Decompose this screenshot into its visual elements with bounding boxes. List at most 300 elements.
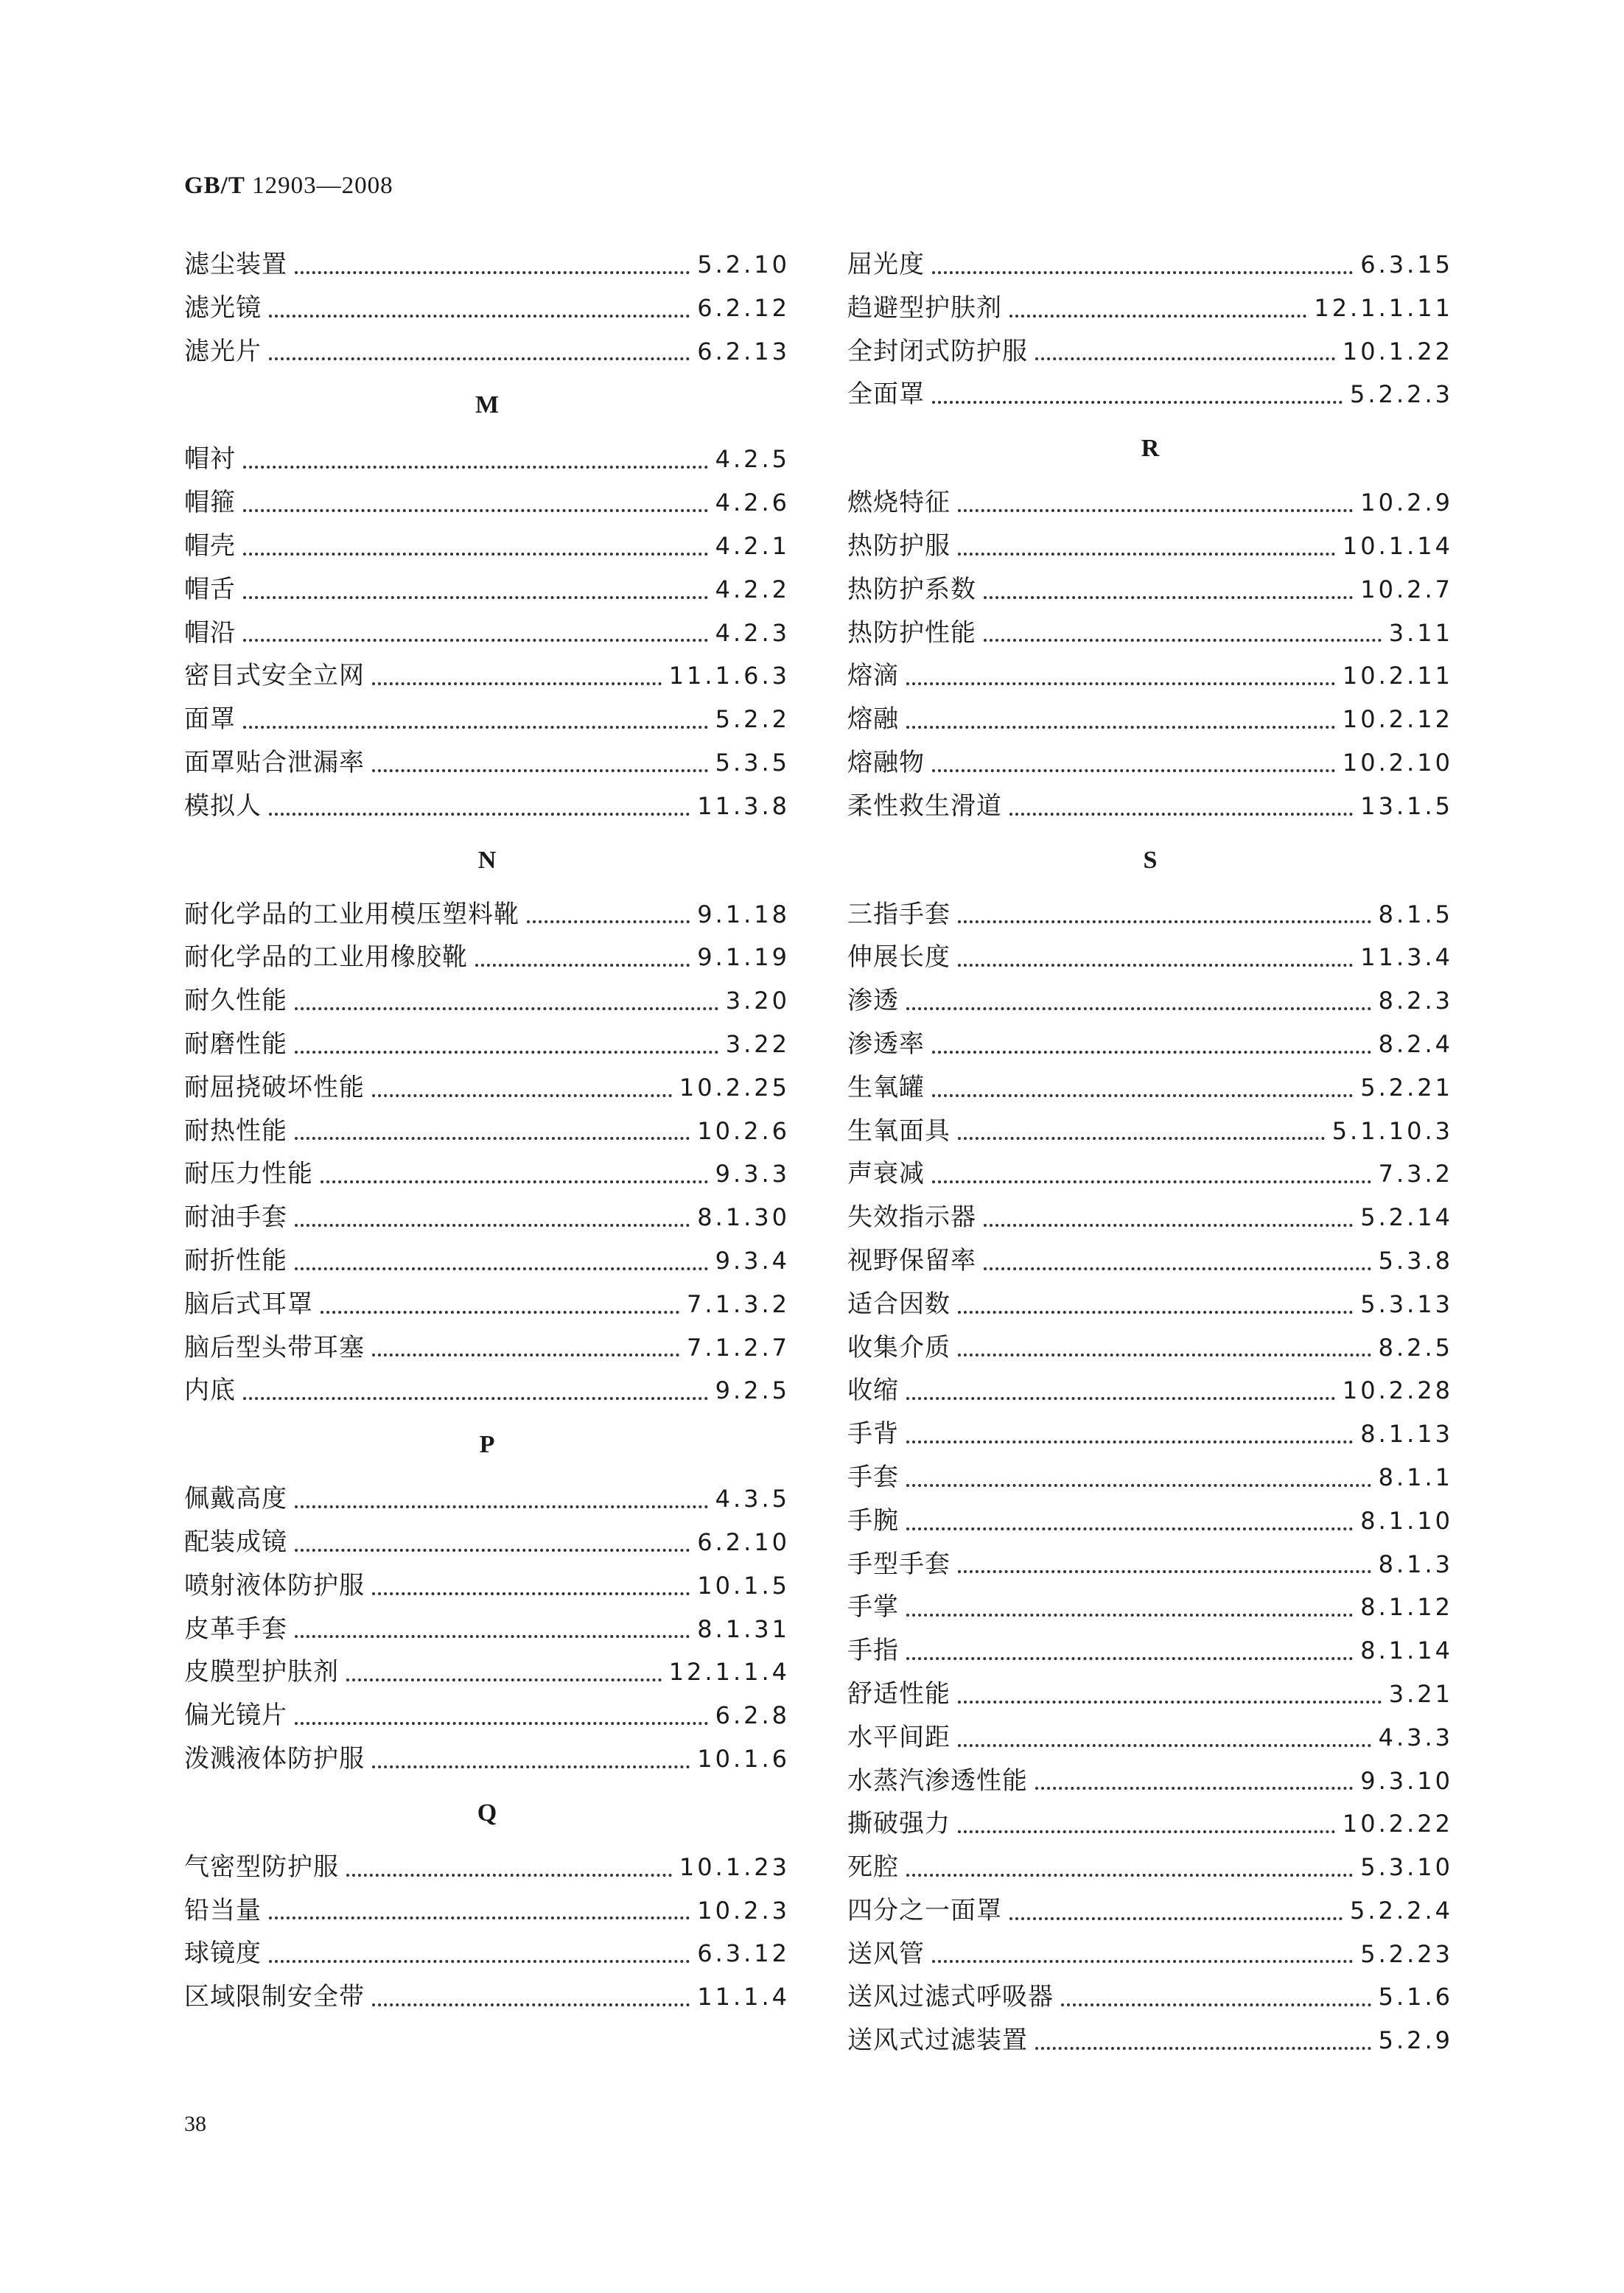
index-entry — [847, 1802, 1453, 1846]
index-term: 生氧面具 — [847, 1116, 951, 1146]
index-entry — [184, 1846, 790, 1889]
dot-leader — [372, 1354, 679, 1356]
index-term: 热防护服 — [847, 531, 951, 561]
index-entry — [847, 1152, 1453, 1196]
dot-leader — [243, 596, 708, 599]
dot-leader — [372, 769, 708, 772]
clause-reference: 5.3.13 — [1360, 1289, 1453, 1318]
clause-reference: 5.2.14 — [1360, 1203, 1453, 1232]
index-entry — [847, 1239, 1453, 1283]
index-entry — [847, 936, 1453, 979]
dot-leader — [906, 1527, 1353, 1530]
index-entry — [184, 1650, 790, 1694]
clause-reference: 5.3.5 — [715, 748, 790, 777]
index-entry — [847, 568, 1453, 612]
clause-reference: 5.1.6 — [1378, 1983, 1453, 2012]
index-entry — [184, 1239, 790, 1283]
clause-reference: 10.2.10 — [1342, 748, 1453, 777]
dot-leader — [321, 1180, 708, 1183]
dot-leader — [269, 357, 690, 360]
index-entry — [847, 2019, 1453, 2062]
index-entry — [847, 654, 1453, 698]
index-term: 渗透 — [847, 986, 899, 1016]
index-entry — [847, 979, 1453, 1023]
index-entry — [184, 1521, 790, 1564]
dot-leader — [958, 1354, 1371, 1356]
index-entry — [184, 698, 790, 741]
dot-leader — [1009, 315, 1306, 318]
index-term: 趋避型护肤剂 — [847, 293, 1002, 323]
index-entry — [184, 243, 790, 287]
index-entry — [847, 243, 1453, 287]
index-entry — [184, 1694, 790, 1737]
dot-leader — [932, 401, 1343, 404]
index-column-right — [847, 243, 1453, 2062]
dot-leader — [295, 1505, 708, 1508]
dot-leader — [984, 1224, 1353, 1227]
index-term: 耐化学品的工业用橡胶靴 — [184, 942, 468, 973]
clause-reference: 12.1.1.11 — [1314, 293, 1453, 322]
clause-reference: 8.1.13 — [1360, 1420, 1453, 1449]
index-term: 热防护系数 — [847, 574, 976, 604]
index-entry — [847, 1673, 1453, 1716]
dot-leader — [958, 1701, 1382, 1704]
index-term: 送风管 — [847, 1939, 925, 1969]
index-term: 柔性救生滑道 — [847, 791, 1002, 821]
index-entry — [847, 1023, 1453, 1066]
clause-reference: 11.1.6.3 — [668, 662, 790, 690]
dot-leader — [932, 1960, 1353, 1963]
index-term: 热防护性能 — [847, 617, 976, 648]
index-entry — [847, 373, 1453, 416]
index-term: 收缩 — [847, 1376, 899, 1406]
dot-leader — [932, 769, 1335, 772]
clause-reference: 10.1.6 — [697, 1744, 790, 1773]
dot-leader — [958, 1137, 1325, 1140]
clause-reference: 4.2.1 — [715, 531, 790, 560]
index-entry — [184, 1110, 790, 1153]
index-entry — [847, 1760, 1453, 1803]
index-entry — [847, 1846, 1453, 1889]
clause-reference: 10.1.23 — [679, 1852, 790, 1881]
index-section-letter: Q — [477, 1799, 497, 1827]
index-entry — [847, 741, 1453, 785]
clause-reference: 8.1.31 — [697, 1614, 790, 1643]
index-term: 燃烧特征 — [847, 488, 951, 518]
index-entry — [184, 287, 790, 330]
clause-reference: 5.2.9 — [1378, 2026, 1453, 2055]
dot-leader — [958, 1570, 1371, 1573]
index-term: 滤光镜 — [184, 293, 262, 323]
index-term: 佩戴高度 — [184, 1484, 287, 1514]
clause-reference: 9.1.18 — [697, 900, 790, 928]
index-entry — [847, 330, 1453, 374]
clause-reference: 11.1.4 — [697, 1983, 790, 2012]
clause-reference: 7.3.2 — [1378, 1160, 1453, 1188]
dot-leader — [984, 639, 1382, 642]
index-term: 耐油手套 — [184, 1202, 287, 1233]
standard-number: 12903—2008 — [252, 172, 393, 199]
dot-leader — [295, 1635, 690, 1638]
clause-reference: 5.1.10.3 — [1331, 1116, 1453, 1145]
dot-leader — [958, 509, 1353, 512]
index-term: 耐折性能 — [184, 1245, 287, 1275]
document-header — [184, 172, 393, 200]
dot-leader — [984, 1267, 1371, 1270]
clause-reference: 10.2.3 — [697, 1896, 790, 1925]
index-term: 手掌 — [847, 1592, 899, 1622]
index-term: 滤光片 — [184, 336, 262, 366]
index-column-left — [184, 243, 790, 2019]
clause-reference: 8.1.12 — [1360, 1593, 1453, 1622]
clause-reference: 9.1.19 — [697, 943, 790, 972]
index-term: 面罩贴合泄漏率 — [184, 747, 365, 777]
dot-leader — [906, 1874, 1353, 1877]
clause-reference: 3.22 — [725, 1029, 790, 1058]
clause-reference: 6.2.8 — [715, 1701, 790, 1730]
index-term: 滤尘装置 — [184, 250, 287, 279]
index-entry — [847, 1369, 1453, 1412]
index-entry — [184, 1975, 790, 2019]
index-entry — [847, 1456, 1453, 1499]
index-term: 撕破强力 — [847, 1809, 951, 1839]
index-entry — [184, 979, 790, 1023]
index-term: 偏光镜片 — [184, 1701, 287, 1731]
index-entry — [847, 1066, 1453, 1110]
dot-leader — [906, 1007, 1371, 1010]
clause-reference: 9.3.3 — [715, 1160, 790, 1188]
index-term: 熔融 — [847, 704, 899, 735]
index-entry — [184, 741, 790, 785]
dot-leader — [906, 1657, 1353, 1660]
index-term: 皮膜型护肤剂 — [184, 1657, 339, 1687]
index-term: 耐化学品的工业用模压塑料靴 — [184, 899, 519, 929]
index-term: 区域限制安全带 — [184, 1982, 365, 2012]
clause-reference: 8.1.10 — [1360, 1506, 1453, 1535]
clause-reference: 10.1.22 — [1342, 337, 1453, 365]
index-term: 全封闭式防护服 — [847, 336, 1028, 366]
dot-leader — [932, 271, 1353, 274]
clause-reference: 10.2.9 — [1360, 489, 1453, 517]
index-entry — [847, 785, 1453, 828]
index-term: 熔滴 — [847, 661, 899, 691]
index-entry — [184, 1564, 790, 1608]
index-entry — [847, 1716, 1453, 1760]
index-term: 手型手套 — [847, 1549, 951, 1579]
clause-reference: 4.3.3 — [1378, 1723, 1453, 1751]
dot-leader — [346, 1874, 672, 1877]
index-term: 舒适性能 — [847, 1678, 951, 1709]
clause-reference: 10.2.11 — [1342, 662, 1453, 690]
index-entry — [847, 1196, 1453, 1239]
dot-leader — [906, 1440, 1353, 1443]
index-term: 水平间距 — [847, 1722, 951, 1752]
clause-reference: 8.1.30 — [697, 1203, 790, 1232]
dot-leader — [295, 1051, 718, 1054]
index-term: 耐屈挠破坏性能 — [184, 1072, 365, 1102]
index-term: 送风式过滤装置 — [847, 2026, 1028, 2056]
index-entry — [847, 1283, 1453, 1326]
clause-reference: 3.11 — [1388, 618, 1453, 647]
clause-reference: 8.2.3 — [1378, 987, 1453, 1015]
dot-leader — [295, 1007, 718, 1010]
index-term: 渗透率 — [847, 1029, 925, 1059]
clause-reference: 13.1.5 — [1360, 791, 1453, 820]
clause-reference: 4.2.2 — [715, 575, 790, 603]
dot-leader — [906, 1614, 1353, 1617]
clause-reference: 5.3.10 — [1360, 1853, 1453, 1882]
index-term: 手背 — [847, 1419, 899, 1449]
dot-leader — [1035, 357, 1335, 360]
index-term: 帽舌 — [184, 574, 236, 604]
dot-leader — [346, 1678, 662, 1681]
dot-leader — [906, 682, 1335, 685]
index-entry — [847, 1326, 1453, 1370]
clause-reference: 10.2.22 — [1342, 1810, 1453, 1838]
index-entry — [847, 525, 1453, 568]
dot-leader — [295, 1549, 690, 1552]
clause-reference: 4.3.5 — [715, 1485, 790, 1513]
index-term: 球镜度 — [184, 1939, 262, 1969]
dot-leader — [932, 1051, 1371, 1054]
clause-reference: 10.2.7 — [1360, 575, 1453, 603]
index-entry — [847, 1499, 1453, 1543]
index-entry — [184, 438, 790, 481]
index-entry — [184, 612, 790, 655]
dot-leader — [984, 596, 1353, 599]
clause-reference: 12.1.1.4 — [668, 1658, 790, 1687]
dot-leader — [295, 1137, 690, 1140]
index-term: 全面罩 — [847, 379, 925, 410]
index-entry — [847, 1975, 1453, 2019]
dot-leader — [243, 1397, 708, 1400]
dot-leader — [243, 466, 708, 469]
clause-reference: 5.2.21 — [1360, 1073, 1453, 1102]
index-term: 模拟人 — [184, 791, 262, 821]
dot-leader — [295, 271, 690, 274]
clause-reference: 7.1.2.7 — [687, 1333, 790, 1362]
index-term: 屈光度 — [847, 250, 925, 279]
dot-leader — [1009, 1917, 1343, 1920]
index-term: 铅当量 — [184, 1895, 262, 1925]
index-entry — [184, 1737, 790, 1781]
clause-reference: 3.20 — [725, 987, 790, 1015]
standard-code: GB/T — [184, 172, 245, 199]
dot-leader — [906, 726, 1335, 729]
clause-reference: 8.1.3 — [1378, 1550, 1453, 1578]
dot-leader — [958, 1744, 1371, 1747]
clause-reference: 6.3.12 — [697, 1939, 790, 1968]
clause-reference: 5.3.8 — [1378, 1246, 1453, 1275]
index-term: 生氧罐 — [847, 1072, 925, 1102]
clause-reference: 8.2.4 — [1378, 1029, 1453, 1058]
index-entry — [184, 1477, 790, 1521]
index-entry — [847, 287, 1453, 330]
dot-leader — [958, 1311, 1353, 1314]
dot-leader — [243, 639, 708, 642]
index-term: 喷射液体防护服 — [184, 1570, 365, 1600]
index-entry — [184, 1889, 790, 1933]
clause-reference: 5.2.2.4 — [1350, 1896, 1453, 1925]
clause-reference: 10.2.12 — [1342, 705, 1453, 734]
index-entry — [847, 612, 1453, 655]
index-entry — [184, 568, 790, 612]
index-term: 声衰减 — [847, 1159, 925, 1189]
clause-reference: 8.1.5 — [1378, 900, 1453, 928]
index-term: 帽沿 — [184, 617, 236, 648]
index-entry — [847, 893, 1453, 937]
clause-reference: 10.1.5 — [697, 1571, 790, 1600]
dot-leader — [372, 1765, 690, 1768]
clause-reference: 6.2.12 — [697, 293, 790, 322]
index-term: 手套 — [847, 1462, 899, 1492]
clause-reference: 8.2.5 — [1378, 1333, 1453, 1362]
index-entry — [184, 481, 790, 525]
index-section-letter: M — [475, 391, 500, 419]
index-entry — [184, 1023, 790, 1066]
clause-reference: 3.21 — [1388, 1679, 1453, 1708]
clause-reference: 10.2.6 — [697, 1116, 790, 1145]
index-term: 气密型防护服 — [184, 1852, 339, 1882]
dot-leader — [321, 1311, 679, 1314]
dot-leader — [269, 315, 690, 318]
index-entry — [847, 1889, 1453, 1933]
dot-leader — [372, 2003, 690, 2006]
clause-reference: 10.2.28 — [1342, 1376, 1453, 1405]
index-term: 耐热性能 — [184, 1116, 287, 1146]
index-entry — [847, 698, 1453, 741]
index-section-letter: S — [1143, 846, 1158, 874]
clause-reference: 6.2.10 — [697, 1527, 790, 1556]
index-entry — [184, 1283, 790, 1326]
clause-reference: 8.1.14 — [1360, 1636, 1453, 1665]
index-term: 收集介质 — [847, 1332, 951, 1362]
index-term: 失效指示器 — [847, 1202, 976, 1233]
index-section-letter: R — [1141, 435, 1160, 463]
clause-reference: 11.3.4 — [1360, 943, 1453, 972]
dot-leader — [372, 1592, 690, 1595]
dot-leader — [269, 1916, 690, 1919]
dot-leader — [243, 509, 708, 512]
index-entry — [184, 785, 790, 828]
index-term: 死腔 — [847, 1852, 899, 1883]
index-term: 水蒸汽渗透性能 — [847, 1765, 1028, 1796]
index-entry — [184, 1369, 790, 1412]
index-term: 手腕 — [847, 1505, 899, 1536]
index-entry — [184, 1326, 790, 1370]
index-entry — [847, 1586, 1453, 1629]
clause-reference: 10.2.25 — [679, 1073, 790, 1102]
dot-leader — [269, 1960, 690, 1963]
dot-leader — [958, 553, 1335, 556]
dot-leader — [1061, 2003, 1371, 2006]
dot-leader — [958, 920, 1371, 923]
dot-leader — [475, 964, 690, 967]
index-term: 耐压力性能 — [184, 1159, 313, 1189]
dot-leader — [1009, 813, 1353, 816]
clause-reference: 5.2.2.3 — [1350, 380, 1453, 409]
index-term: 皮革手套 — [184, 1614, 287, 1644]
clause-reference: 4.2.3 — [715, 618, 790, 647]
index-term: 适合因数 — [847, 1289, 951, 1319]
index-term: 四分之一面罩 — [847, 1895, 1002, 1925]
index-entry — [847, 481, 1453, 525]
index-term: 视野保留率 — [847, 1245, 976, 1275]
clause-reference: 4.2.5 — [715, 445, 790, 474]
dot-leader — [932, 1094, 1353, 1097]
clause-reference: 10.1.14 — [1342, 531, 1453, 560]
index-entry — [184, 1196, 790, 1239]
index-term: 耐磨性能 — [184, 1029, 287, 1059]
index-section-letter: P — [479, 1431, 495, 1459]
clause-reference: 4.2.6 — [715, 489, 790, 517]
index-entry — [184, 1066, 790, 1110]
dot-leader — [269, 813, 690, 816]
index-term: 熔融物 — [847, 747, 925, 777]
clause-reference: 5.2.10 — [697, 251, 790, 279]
index-term: 帽衬 — [184, 444, 236, 475]
clause-reference: 5.2.2 — [715, 705, 790, 734]
dot-leader — [1035, 2047, 1371, 2050]
dot-leader — [958, 964, 1353, 967]
index-term: 面罩 — [184, 704, 236, 735]
dot-leader — [295, 1224, 690, 1227]
dot-leader — [243, 726, 708, 729]
dot-leader — [932, 1180, 1371, 1183]
index-term: 三指手套 — [847, 899, 951, 929]
dot-leader — [295, 1722, 708, 1725]
index-entry — [847, 1110, 1453, 1153]
clause-reference: 6.2.13 — [697, 337, 790, 365]
index-term: 内底 — [184, 1376, 236, 1406]
clause-reference: 5.2.23 — [1360, 1939, 1453, 1968]
dot-leader — [372, 682, 662, 685]
dot-leader — [1035, 1787, 1353, 1790]
index-entry — [184, 330, 790, 374]
index-term: 配装成镜 — [184, 1527, 287, 1557]
index-entry — [184, 1152, 790, 1196]
dot-leader — [906, 1484, 1371, 1487]
index-term: 帽壳 — [184, 531, 236, 561]
dot-leader — [527, 920, 690, 923]
clause-reference: 9.3.10 — [1360, 1766, 1453, 1795]
index-entry — [184, 893, 790, 937]
clause-reference: 11.3.8 — [697, 791, 790, 820]
index-section-letter: N — [477, 846, 497, 874]
dot-leader — [295, 1267, 708, 1270]
dot-leader — [958, 1830, 1335, 1833]
index-entry — [184, 1608, 790, 1651]
index-entry — [184, 654, 790, 698]
dot-leader — [243, 553, 708, 556]
clause-reference: 8.1.1 — [1378, 1463, 1453, 1491]
index-term: 脑后型头带耳塞 — [184, 1332, 365, 1362]
index-term: 泼溅液体防护服 — [184, 1743, 365, 1774]
index-term: 耐久性能 — [184, 986, 287, 1016]
clause-reference: 7.1.3.2 — [687, 1289, 790, 1318]
index-term: 密目式安全立网 — [184, 661, 365, 691]
index-term: 帽箍 — [184, 488, 236, 518]
index-term: 伸展长度 — [847, 942, 951, 973]
index-term: 手指 — [847, 1636, 899, 1666]
index-term: 脑后式耳罩 — [184, 1289, 313, 1319]
index-entry — [184, 936, 790, 979]
clause-reference: 6.3.15 — [1360, 251, 1453, 279]
index-entry — [847, 1412, 1453, 1456]
page-number: 38 — [184, 2112, 206, 2136]
index-entry — [847, 1629, 1453, 1673]
clause-reference: 9.3.4 — [715, 1246, 790, 1275]
